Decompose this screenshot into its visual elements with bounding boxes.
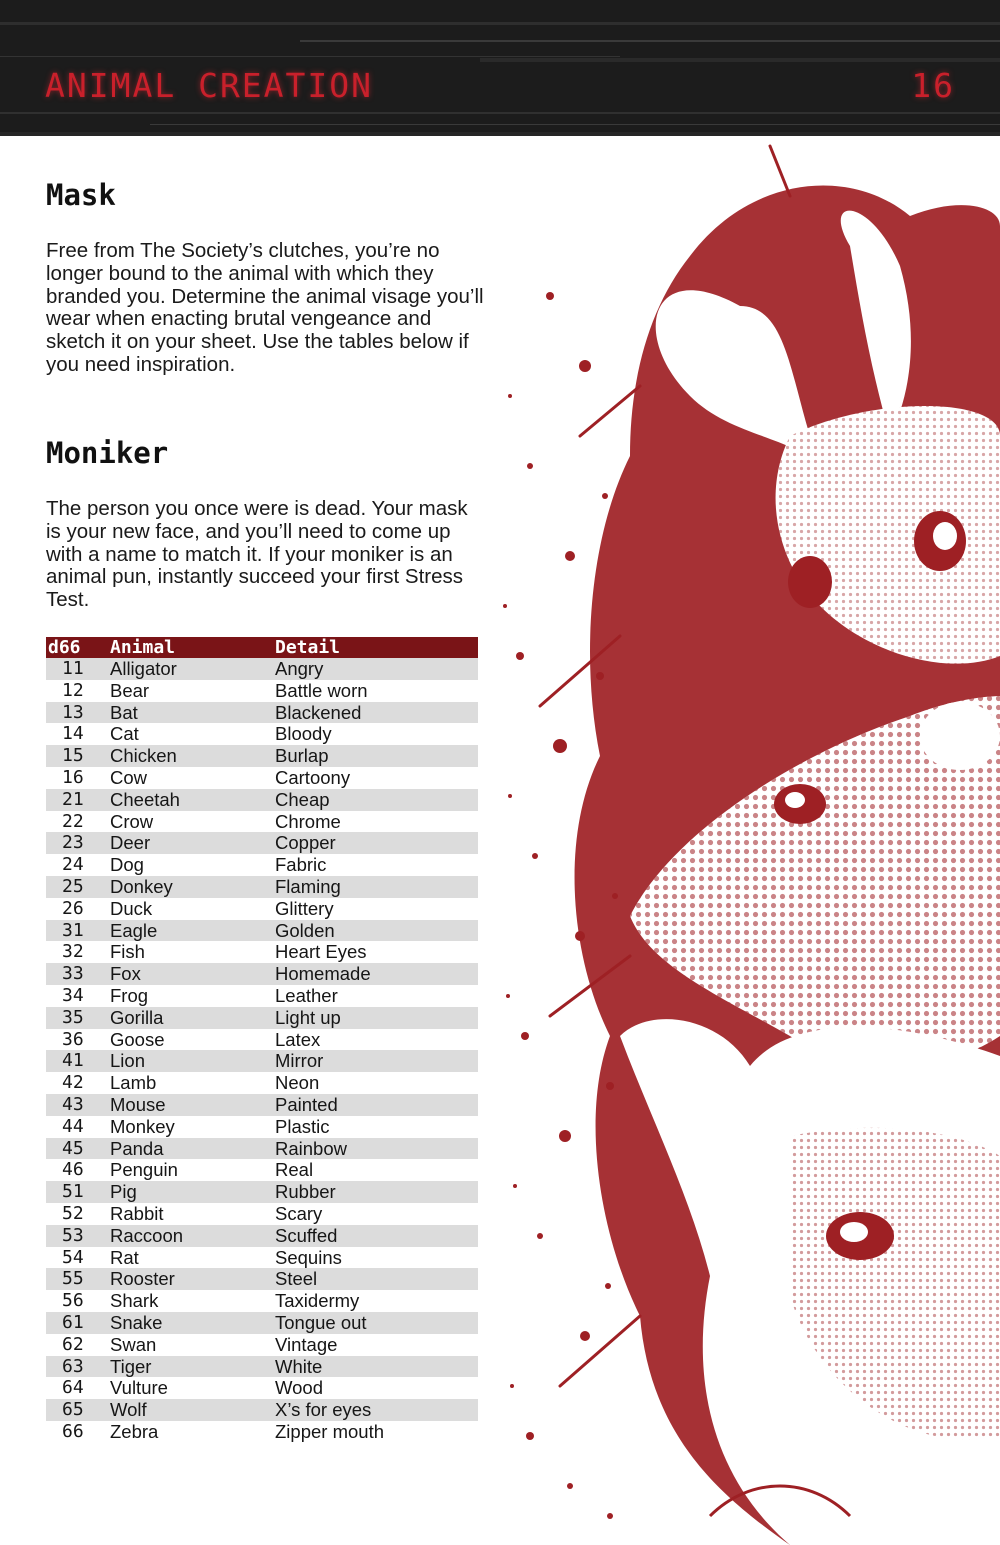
animal-cell: Alligator (110, 658, 177, 679)
roll-cell: 12 (62, 679, 84, 701)
table-row (46, 1050, 478, 1072)
animal-cell: Cat (110, 723, 139, 745)
table-row (46, 1072, 478, 1094)
roll-cell: 65 (62, 1399, 84, 1421)
table-row (46, 1290, 478, 1312)
table-row (46, 1029, 478, 1051)
table-row (46, 1225, 478, 1247)
animal-cell: Deer (110, 832, 151, 854)
animal-masks-illustration (490, 136, 1000, 1545)
detail-cell: Scuffed (275, 1224, 338, 1246)
detail-cell: Cartoony (275, 766, 351, 788)
moniker-paragraph: The person you once were is dead. Your mask is your new face, and you’ll need to come up with a name to match it. If your moniker is an animal pun, instantly succeed your first Stress Test. (46, 497, 468, 612)
detail-cell: Flaming (275, 875, 341, 897)
animal-cell: Shark (110, 1290, 159, 1312)
table-row (46, 658, 478, 680)
roll-cell: 21 (62, 788, 84, 810)
table-row (46, 920, 478, 942)
animal-cell: Pig (110, 1181, 137, 1203)
detail-cell: Plastic (275, 1115, 330, 1137)
detail-cell: Vintage (275, 1333, 338, 1355)
animal-cell: Frog (110, 984, 149, 1006)
table-row (46, 898, 478, 920)
animal-cell: Penguin (110, 1159, 178, 1181)
roll-cell: 25 (62, 875, 84, 897)
animal-cell: Lion (110, 1050, 145, 1072)
detail-cell: Homemade (275, 963, 371, 985)
animal-cell: Dog (110, 854, 144, 876)
table-row (46, 1203, 478, 1225)
animal-cell: Mouse (110, 1093, 166, 1115)
roll-cell: 32 (62, 941, 84, 963)
table-row (46, 1421, 478, 1443)
table-row (46, 702, 478, 724)
animal-cell: Wolf (110, 1399, 147, 1421)
animal-cell: Fox (110, 963, 141, 985)
roll-cell: 55 (62, 1268, 84, 1290)
detail-cell: Neon (275, 1072, 320, 1094)
roll-cell: 62 (62, 1333, 84, 1355)
detail-cell: Copper (275, 832, 336, 854)
detail-cell: Latex (275, 1028, 321, 1050)
roll-cell: 33 (62, 963, 84, 985)
table-row (46, 767, 478, 789)
roll-cell: 26 (62, 897, 84, 919)
roll-cell: 41 (62, 1050, 84, 1072)
roll-cell: 11 (62, 658, 84, 679)
table-header (46, 637, 478, 658)
table-row (46, 985, 478, 1007)
roll-cell: 13 (62, 701, 84, 723)
detail-cell: Zipper mouth (275, 1420, 384, 1442)
column-header-d66: d66 (48, 637, 81, 658)
table-row (46, 789, 478, 811)
detail-cell: Blackened (275, 701, 362, 723)
table-row (46, 1399, 478, 1421)
table-row (46, 1159, 478, 1181)
roll-cell: 36 (62, 1028, 84, 1050)
roll-cell: 15 (62, 745, 84, 767)
d66-animal-table (46, 637, 478, 1443)
table-row (46, 1094, 478, 1116)
animal-cell: Cow (110, 766, 148, 788)
table-row (46, 876, 478, 898)
roll-cell: 14 (62, 723, 84, 745)
table-row (46, 745, 478, 767)
animal-cell: Chicken (110, 745, 177, 767)
animal-cell: Rooster (110, 1268, 175, 1290)
detail-cell: Rainbow (275, 1137, 347, 1159)
roll-cell: 63 (62, 1355, 84, 1377)
table-row (46, 723, 478, 745)
column-header-animal: Animal (110, 637, 176, 658)
roll-cell: 16 (62, 766, 84, 788)
animal-cell: Goose (110, 1028, 165, 1050)
table-row (46, 1334, 478, 1356)
detail-cell: Battle worn (275, 679, 368, 701)
detail-cell: Tongue out (275, 1311, 367, 1333)
roll-cell: 35 (62, 1006, 84, 1028)
detail-cell: Rubber (275, 1181, 336, 1203)
detail-cell: Steel (275, 1268, 318, 1290)
animal-cell: Bat (110, 701, 138, 723)
roll-cell: 23 (62, 832, 84, 854)
page-number: 16 (911, 66, 955, 105)
detail-cell: Leather (275, 984, 338, 1006)
table-row (46, 1181, 478, 1203)
roll-cell: 31 (62, 919, 84, 941)
detail-cell: Mirror (275, 1050, 324, 1072)
detail-cell: Real (275, 1159, 314, 1181)
roll-cell: 24 (62, 854, 84, 876)
mask-heading: Mask (46, 178, 116, 212)
mask-paragraph: Free from The Society’s clutches, you’re no longer bound to the animal with which they branded you. Determine the animal visage you’ll wear when enacting brutal vengeance and sketch it on your sheet. Use the tables below if you need inspiration. (46, 239, 484, 376)
animal-cell: Zebra (110, 1420, 159, 1442)
detail-cell: Wood (275, 1377, 323, 1399)
moniker-heading: Moniker (46, 436, 169, 470)
detail-cell: Glittery (275, 897, 334, 919)
roll-cell: 43 (62, 1093, 84, 1115)
animal-cell: Donkey (110, 875, 173, 897)
table-body (46, 658, 478, 1443)
animal-cell: Cheetah (110, 788, 180, 810)
table-row (46, 1116, 478, 1138)
animal-cell: Fish (110, 941, 145, 963)
roll-cell: 22 (62, 810, 84, 832)
roll-cell: 46 (62, 1159, 84, 1181)
detail-cell: Angry (275, 658, 324, 679)
table-row (46, 832, 478, 854)
detail-cell: Burlap (275, 745, 329, 767)
detail-cell: Cheap (275, 788, 330, 810)
detail-cell: Sequins (275, 1246, 342, 1268)
table-row (46, 1356, 478, 1378)
roll-cell: 66 (62, 1420, 84, 1442)
detail-cell: Taxidermy (275, 1290, 360, 1312)
table-row (46, 1138, 478, 1160)
page-header-title: ANIMAL CREATION (45, 66, 374, 105)
animal-cell: Eagle (110, 919, 158, 941)
detail-cell: Scary (275, 1202, 323, 1224)
animal-cell: Swan (110, 1333, 157, 1355)
table-row (46, 941, 478, 963)
table-row (46, 1247, 478, 1269)
roll-cell: 51 (62, 1181, 84, 1203)
table-row (46, 1312, 478, 1334)
animal-cell: Gorilla (110, 1006, 164, 1028)
detail-cell: Painted (275, 1093, 338, 1115)
roll-cell: 34 (62, 984, 84, 1006)
roll-cell: 45 (62, 1137, 84, 1159)
roll-cell: 42 (62, 1072, 84, 1094)
detail-cell: X’s for eyes (275, 1399, 372, 1421)
table-row (46, 811, 478, 833)
animal-cell: Snake (110, 1311, 163, 1333)
roll-cell: 44 (62, 1115, 84, 1137)
table-row (46, 1268, 478, 1290)
roll-cell: 53 (62, 1224, 84, 1246)
animal-cell: Bear (110, 679, 150, 701)
roll-cell: 61 (62, 1311, 84, 1333)
detail-cell: Light up (275, 1006, 341, 1028)
table-row (46, 1377, 478, 1399)
animal-cell: Panda (110, 1137, 164, 1159)
animal-cell: Crow (110, 810, 154, 832)
detail-cell: Chrome (275, 810, 341, 832)
roll-cell: 64 (62, 1377, 84, 1399)
animal-cell: Duck (110, 897, 153, 919)
column-header-detail: Detail (275, 637, 341, 658)
roll-cell: 52 (62, 1202, 84, 1224)
animal-cell: Tiger (110, 1355, 152, 1377)
detail-cell: Bloody (275, 723, 332, 745)
table-row (46, 963, 478, 985)
animal-cell: Lamb (110, 1072, 157, 1094)
detail-cell: White (275, 1355, 323, 1377)
animal-cell: Monkey (110, 1115, 175, 1137)
table-row (46, 854, 478, 876)
roll-cell: 54 (62, 1246, 84, 1268)
page-header (0, 0, 1000, 136)
animal-cell: Rat (110, 1246, 139, 1268)
detail-cell: Heart Eyes (275, 941, 367, 963)
roll-cell: 56 (62, 1290, 84, 1312)
detail-cell: Golden (275, 919, 335, 941)
detail-cell: Fabric (275, 854, 327, 876)
animal-cell: Rabbit (110, 1202, 164, 1224)
animal-cell: Raccoon (110, 1224, 184, 1246)
table-row (46, 680, 478, 702)
table-row (46, 1007, 478, 1029)
animal-cell: Vulture (110, 1377, 168, 1399)
